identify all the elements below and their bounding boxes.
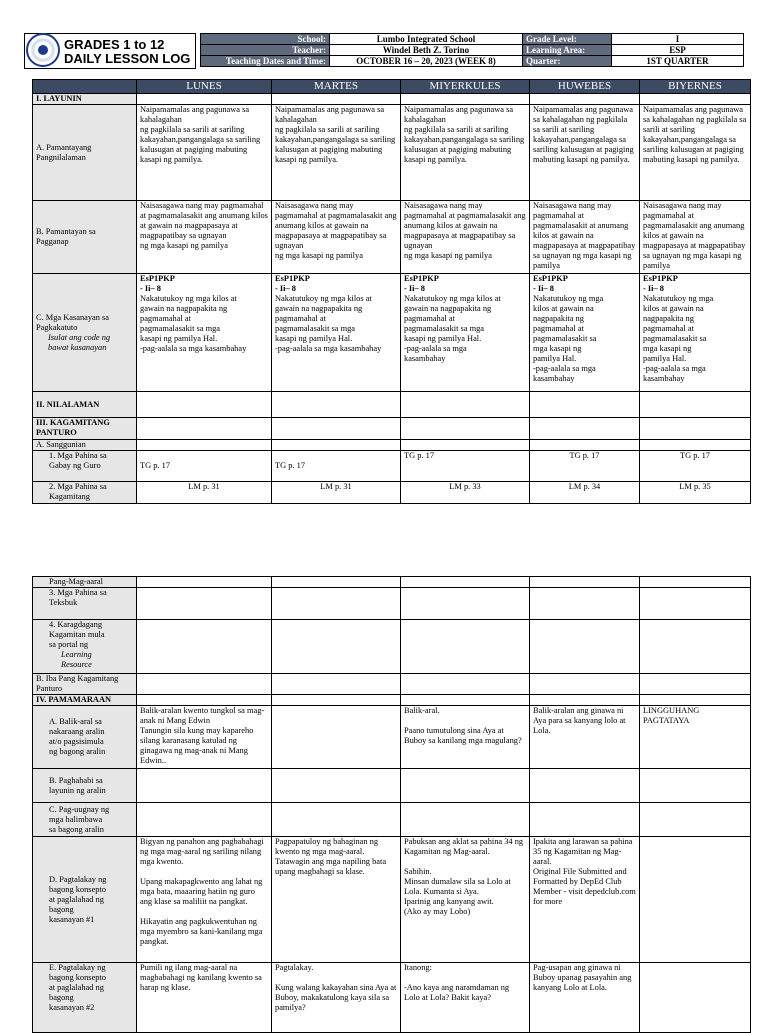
row-label-iba-pang: B. Iba Pang Kagamitang Panturo: [33, 674, 137, 695]
cell: Itanong: -Ano kaya ang naramdaman ng Lolo at Lola? Bakit kaya?: [401, 963, 530, 1033]
grade-value: I: [612, 34, 744, 45]
cell: Balik-aralan kwento tungkol sa mag-anak ni Mang Edwin Tanungin sila kung may kapareho silang karanasang katulad ng ginagawa ng mag-anak ni Mang Edwin..: [137, 706, 272, 769]
cell: Naipamamalas ang pagunawa sa kahalagahan ng pagkilala sa sarili at sariling kakayahan,pangangalaga sa sariling kalusugan at pagiging mabuting kasapi ng pamilya.: [137, 105, 272, 201]
row-label-kagamitang: III. KAGAMITANG PANTURO: [33, 418, 137, 440]
cell: [272, 274, 401, 392]
day-header: BIYERNES: [640, 80, 751, 94]
cell: Pag-usapan ang ginawa ni Buboy upanag pasayahin ang kanyang Lolo at Lola.: [530, 963, 640, 1033]
competency-text: Nakatutukoy ng mga kilos at gawain na nagpapakita ng pagmamahal at pagmamalasakit sa mga kasapi ng pamilya Hal. -pag-aalala sa mga kasambahay: [275, 294, 382, 353]
teacher-value: Windel Beth Z. Torino: [330, 45, 523, 56]
page-title: GRADES 1 to 12 DAILY LESSON LOG: [64, 37, 191, 66]
competency-code: EsP1PKP: [643, 274, 678, 283]
competency-code-2: - Ii– 8: [275, 284, 296, 293]
dates-value: OCTOBER 16 – 20, 2023 (WEEK 8): [330, 56, 523, 67]
cell: LM p. 31: [137, 482, 272, 504]
competency-code-2: - Ii– 8: [643, 284, 664, 293]
school-label: School:: [201, 34, 330, 45]
competency-text: Nakatutukoy ng mga kilos at gawain na nagpapakita ng pagmamahal at pagmamalasakit sa mga kasapi ng pamilya Hal. -pag-aalala sa mga kasambahay: [643, 294, 714, 383]
cell: Pumili ng ilang mag-aaral na magbabahagi ng kanilang kwento sa harap ng klase.: [137, 963, 272, 1033]
competency-code-2: - Ii– 8: [404, 284, 425, 293]
competency-text: Nakatutukoy ng mga kilos at gawain na nagpapakita ng pagmamahal at pagmamalasakit sa mga kasapi ng pamilya Hal. -pag-aalala sa mga kasambahay: [404, 294, 501, 363]
corner-cell: [33, 80, 137, 94]
cell: [640, 274, 751, 392]
row-label-kagamitang-pahina: 2. Mga Pahina sa Kagamitang: [33, 482, 137, 504]
cell: Bigyan ng panahon ang pagbabahagi ng mga mag-aaral ng sariling nilang mga kwento. Upang makapagkwento ang lahat ng mga bata, maaaring hatiin ng guro ang klase sa maliliit na pangkat. Hikayatin ang pagkukwentuhan ng mga myembro sa kani-kanilang mga pangkat.: [137, 837, 272, 963]
day-header: LUNES: [137, 80, 272, 94]
cell: LM p. 35: [640, 482, 751, 504]
row-label-pamamaraan: IV. PAMAMARAAN: [33, 695, 137, 706]
deped-seal-icon: [26, 33, 60, 67]
karagdagang-label: 4. Karagdagang Kagamitan mula sa portal ng: [49, 620, 105, 649]
competency-text: Nakatutukoy ng mga kilos at gawain na nagpapakita ng pagmamahal at pagmamalasakit sa mga kasapi ng pamilya Hal. -pag-aalala sa mga kasambahay: [140, 294, 247, 353]
row-label-layunin: I. LAYUNIN: [33, 94, 137, 105]
grade-label: Grade Level:: [523, 34, 612, 45]
cell: [137, 274, 272, 392]
karagdagang-note: Learning Resource: [61, 650, 92, 669]
row-label-pagtalakay-2: E. Pagtalakay ng bagong konsepto at paglalahad ng bagong kasanayan #2: [33, 963, 137, 1033]
day-header: HUWEBES: [530, 80, 640, 94]
row-label-pang-mag-aaral: Pang-Mag-aaral: [33, 577, 137, 588]
row-label-sanggunian: A. Sanggunian: [33, 440, 137, 451]
cell: TG p. 17: [401, 451, 530, 482]
cell: [530, 274, 640, 392]
row-label-kasanayan: [33, 274, 137, 392]
competency-code: EsP1PKP: [140, 274, 175, 283]
cell: Naipamamalas ang pagunawa sa kahalagahan ng pagkilala sa sarili at sariling kakayahan,pangangalaga sa sariling kalusugan at pagiging mabuting kasapi ng pamilya.: [401, 105, 530, 201]
header-info-table: [200, 33, 744, 67]
cell: TG p. 17: [530, 451, 640, 482]
competency-code: EsP1PKP: [533, 274, 568, 283]
cell: Pagtalakay. Kung walang kakayahan sina Aya at Buboy, makakatulong kaya sila sa pamilya?: [272, 963, 401, 1033]
cell: TG p. 17: [272, 451, 401, 482]
lesson-log-table-page-1: [32, 79, 751, 504]
cell: Naisasagawa nang may pagmamahal at pagmamalasakit at anumang kilos at gawain na magpapasaya at magpapatibay sa ugnayan ng mga kasapi ng pamilya: [530, 201, 640, 274]
quarter-label: Quarter:: [523, 56, 612, 67]
row-label-balik-aral: A. Balik-aral sa nakaraang aralin at/o pagsisimula ng bagong aralin: [33, 706, 137, 769]
cell: Balik-aral. Paano tumutulong sina Aya at Buboy sa kanilang mga magulang?: [401, 706, 530, 769]
cell: Pabuksan ang aklat sa pahina 34 ng Kagamitan ng Mag-aaral. Sabihin. Minsan dumalaw sila sa Lolo at Lola. Kumanta si Aya. Iparinig ang kanyang awit. (Ako ay may Lobo): [401, 837, 530, 963]
cell: Pagpapatuloy ng bahaginan ng kwento ng mga mag-aaral. Tatawagin ang mga napiling bata upang magbahagi sa klase.: [272, 837, 401, 963]
area-label: Learning Area:: [523, 45, 612, 56]
competency-code: EsP1PKP: [404, 274, 439, 283]
kasanayan-note: Isulat ang code ng bawat kasanayan: [48, 332, 111, 352]
cell: Naipamamalas ang pagunawa sa kahalagahan ng pagkilala sa sarili at sariling kakayahan,pangangalaga sa sariling kalusugan at pagiging mabuting kasapi ng pamilya.: [272, 105, 401, 201]
cell: Naisasagawa nang may pagmamahal at pagmamalasakit ang anumang kilos at gawain na magpapasaya at magpapatibay sa ugnayan ng mga kasapi ng pamilya: [272, 201, 401, 274]
row-label-pamantayang: A. Pamantayang Pangnilalaman: [33, 105, 137, 201]
row-label-teksbuk: 3. Mga Pahina sa Teksbuk: [33, 588, 137, 620]
row-label-gabay: 1. Mga Pahina sa Gabay ng Guro: [33, 451, 137, 482]
cell: Naipamamalas ang pagunawa sa kahalagahan ng pagkilala sa sarili at sariling kakayahan,pangangalaga sa sariling kalusugan at pagiging mabuting kasapi ng pamilya.: [640, 105, 751, 201]
dates-label: Teaching Dates and Time:: [201, 56, 330, 67]
page-2: [0, 576, 768, 1024]
day-header: MIYERKULES: [401, 80, 530, 94]
cell: LM p. 34: [530, 482, 640, 504]
row-label-nilalaman: II. NILALAMAN: [33, 392, 137, 418]
competency-text: Nakatutukoy ng mga kilos at gawain na nagpapakita ng pagmamahal at pagmamalasakit sa mga kasapi ng pamilya Hal. -pag-aalala sa mga kasambahay: [533, 294, 604, 383]
cell: Naisasagawa nang may pagmamahal at pagmamalasakit ang anumang kilos at gawain na magpapasaya at magpapatibay sa ugnayan ng mga kasapi ng pamilya: [137, 201, 272, 274]
lesson-log-table-page-2: [32, 576, 751, 1033]
row-label-pagganap: B. Pamantayan sa Pagganap: [33, 201, 137, 274]
row-label-pagtalakay-1: D. Pagtalakay ng bagong konsepto at paglalahad ng bagong kasanayan #1: [33, 837, 137, 963]
cell: Naipamamalas ang pagunawa sa kahalagahan ng pagkilala sa sarili at sariling kakayahan,pangangalaga sa sariling kalusugan at pagiging mabuting kasapi ng pamilya.: [530, 105, 640, 201]
cell: Ipakita ang larawan sa pahina 35 ng Kagamitan ng Mag-aaral. Original File Submitted and Formatted by DepEd Club Member - visit depedclub.com for more: [530, 837, 640, 963]
cell: Naisasagawa nang may pagmamahal at pagmamalasakit ang anumang kilos at gawain na magpapasaya at magpapatibay sa ugnayan ng mga kasapi ng pamilya: [401, 201, 530, 274]
area-value: ESP: [612, 45, 744, 56]
quarter-value: 1ST QUARTER: [612, 56, 744, 67]
kasanayan-label: C. Mga Kasanayan sa Pagkakatuto: [36, 312, 110, 332]
cell: TG p. 17: [640, 451, 751, 482]
competency-code-2: - Ii– 8: [140, 284, 161, 293]
day-header: MARTES: [272, 80, 401, 94]
cell: LM p. 31: [272, 482, 401, 504]
school-value: Lumbo Integrated School: [330, 34, 523, 45]
competency-code: EsP1PKP: [275, 274, 310, 283]
cell: LM p. 33: [401, 482, 530, 504]
row-label-karagdagang: [33, 620, 137, 674]
cell: LINGGUHANG PAGTATAYA: [640, 706, 751, 769]
cell: Balik-aralan ang ginawa ni Aya para sa kanyang lolo at Lola.: [530, 706, 640, 769]
cell: [401, 274, 530, 392]
cell: TG p. 17: [137, 451, 272, 482]
row-label-paghahabi: B. Paghahabi sa layunin ng aralin: [33, 769, 137, 803]
competency-code-2: - Ii– 8: [533, 284, 554, 293]
teacher-label: Teacher:: [201, 45, 330, 56]
cell: Naisasagawa nang may pagmamahal at pagmamalasakit ang anumang kilos at gawain na magpapasaya at magpapatibay sa ugnayan ng mga kasapi ng pamilya: [640, 201, 751, 274]
row-label-pag-uugnay: C. Pag-uugnay ng mga halimbawa sa bagong aralin: [33, 803, 137, 837]
